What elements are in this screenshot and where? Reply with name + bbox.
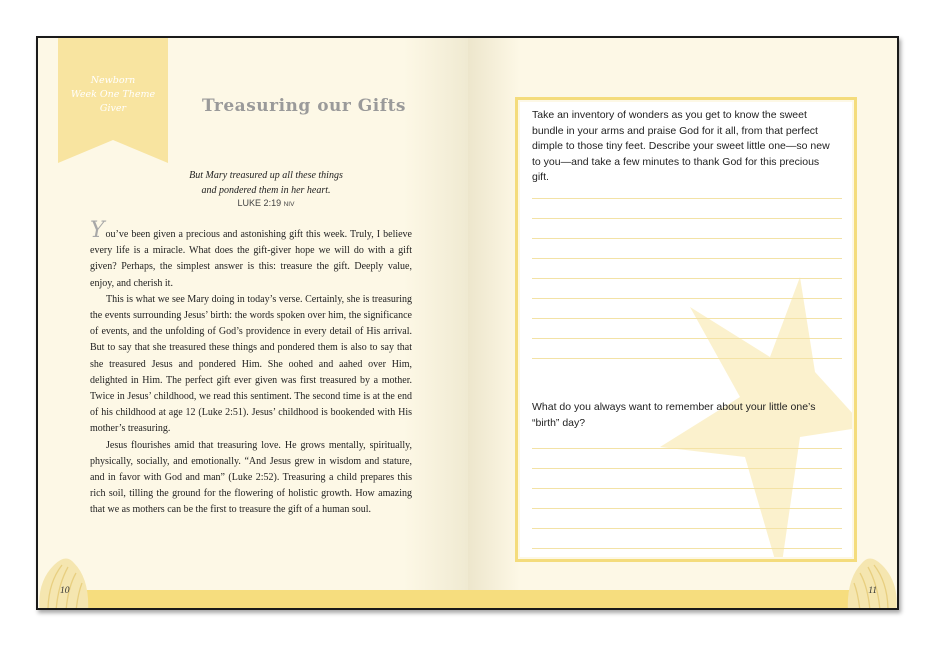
journal-area (520, 102, 852, 557)
writing-line[interactable] (532, 258, 842, 259)
verse-reference (148, 198, 384, 208)
writing-line[interactable] (532, 468, 842, 469)
writing-line[interactable] (532, 198, 842, 199)
writing-line[interactable] (532, 448, 842, 449)
writing-line[interactable] (532, 508, 842, 509)
journal-prompt-2: What do you always want to remember about your little one’s “birth” day? (532, 401, 816, 429)
paragraph-2: This is what we see Mary doing in today’s verse. Certainly, she is treasuring the events surrounding Jesus’ birth: the words spoken over him, the significance of events, and the unfolding of God’s providence in every detail of His arrival. But to say that she treasured these things and pondered them is also to say that she treasured Jesus and pondered Him. She oohed and aahed over Him, delighted in Him. The perfect gift ever given was first treasured by a mother. Twice in Jesus’ childhood, we read this sentiment. The second time is at the end of his childhood at age 12 (Luke 2:51). Jesus’ childhood is bookended with His mother’s treasuring. (90, 293, 412, 435)
shell-illustration-left (36, 543, 94, 610)
right-page (468, 38, 899, 608)
page-title: Treasuring our Gifts (202, 96, 406, 116)
page-number-left: 10 (60, 586, 70, 596)
writing-line[interactable] (532, 278, 842, 279)
page-number-right: 11 (868, 586, 877, 596)
left-page (38, 38, 468, 608)
writing-line[interactable] (532, 318, 842, 319)
shell-illustration-right (842, 543, 899, 610)
paragraph-1-text: ou’ve been given a precious and astonishing gift this week. Truly, I believe every life is a miracle. What does the gift-giver hope we will do with a gift given? Perhaps, the simplest answer is this: treasure the gift. Deeply value, enjoy, and cherish it. (90, 229, 412, 289)
writing-line[interactable] (532, 528, 842, 529)
right-bottom-bar (468, 590, 860, 608)
verse-ref-text: LUKE 2:19 (237, 198, 282, 208)
writing-line[interactable] (532, 338, 842, 339)
writing-line[interactable] (532, 548, 842, 549)
paragraph-1 (90, 218, 412, 292)
body-text (90, 218, 412, 519)
writing-line[interactable] (532, 218, 842, 219)
paragraph-3: Jesus flourishes amid that treasuring love. He grows mentally, spiritually, physically, socially, and emotionally. “And Jesus grew in wisdom and stature, and in favor with God and man” (Luke 2:52). Treasuring a child prepares this rich soil, tilling the ground for the flowering of holistic growth. How amazing that we as mothers can be the first to treasure the gift of a human soul. (90, 439, 412, 516)
journal-prompt-1: Take an inventory of wonders as you get to know the sweet bundle in your arms and praise God for it all, from that perfect dimple to those tiny feet. Describe your sweet little one—so new to you—and take a few minutes to thank God for this precious gift. (532, 109, 830, 183)
writing-line[interactable] (532, 238, 842, 239)
left-bottom-bar (78, 590, 468, 608)
drop-cap: Y (90, 218, 105, 243)
writing-line[interactable] (532, 358, 842, 359)
verse-version: NIV (283, 201, 295, 208)
open-book (36, 36, 899, 610)
writing-line[interactable] (532, 488, 842, 489)
scripture-verse: But Mary treasured up all these things and pondered them in her heart. (189, 170, 343, 196)
writing-line[interactable] (532, 298, 842, 299)
ribbon-text: Newborn Week One Theme Giver (70, 75, 156, 114)
